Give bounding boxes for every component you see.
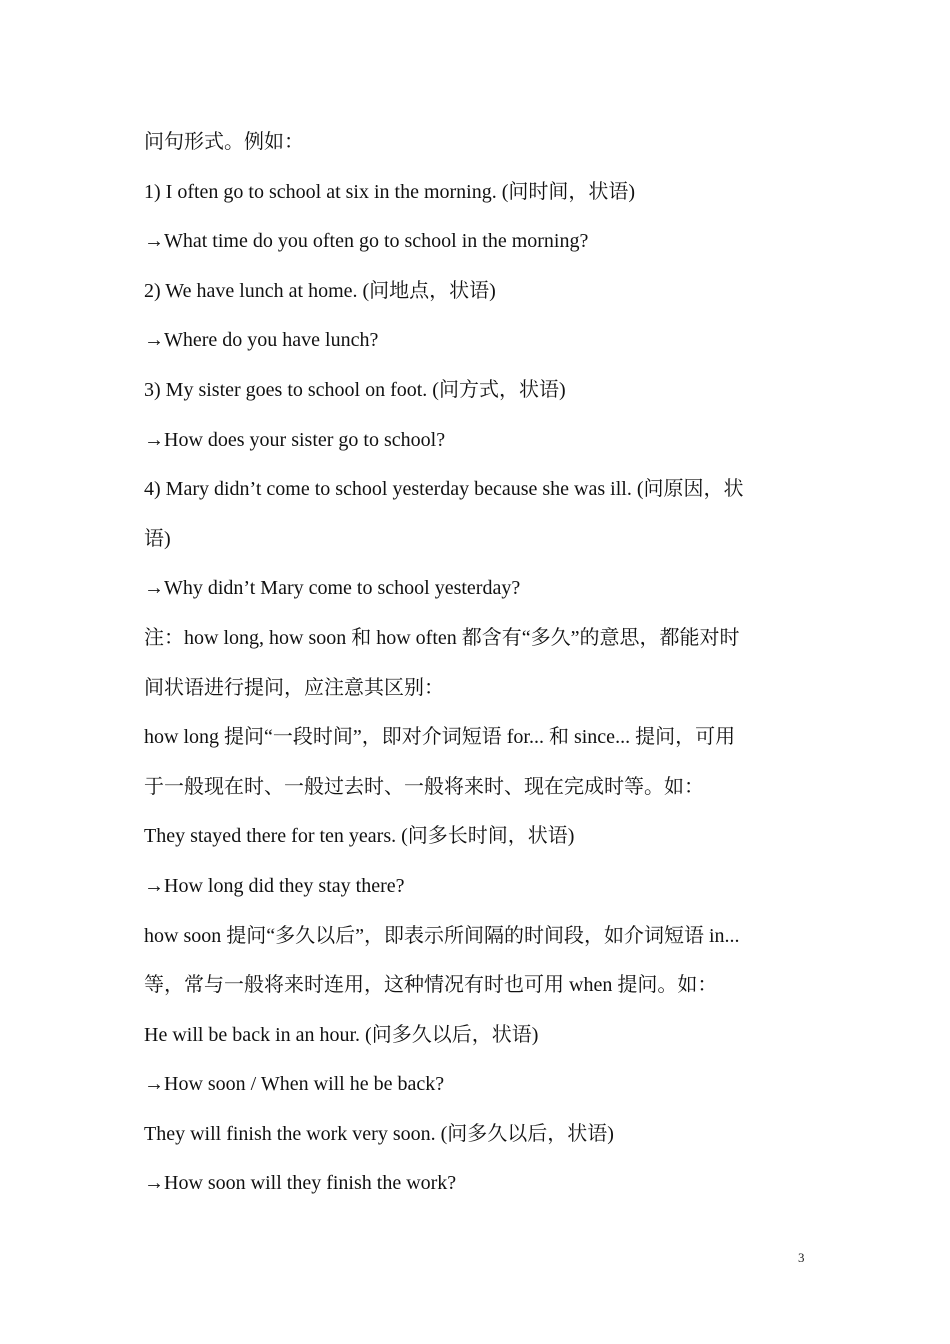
text-line: He will be back in an hour. (问多久以后，状语) — [144, 1023, 539, 1046]
text-line: They stayed there for ten years. (问多长时间，状语) — [144, 825, 575, 848]
page-number: 3 — [798, 1250, 805, 1265]
text-line: →How soon / When will he be back? — [144, 1073, 445, 1096]
text-line: They will finish the work very soon. (问多久以后，状语) — [144, 1122, 614, 1145]
text-line: →Why didn’t Mary come to school yesterday? — [144, 577, 521, 600]
text-line: 语) — [144, 527, 171, 550]
text-line: →What time do you often go to school in the morning? — [144, 230, 589, 253]
text-line: 等，常与一般将来时连用，这种情况有时也可用 when 提问。如： — [144, 974, 718, 997]
text-line: →How does your sister go to school? — [144, 428, 446, 451]
page-body — [144, 118, 814, 1209]
text-line: 问句形式。例如： — [144, 131, 304, 153]
text-line: 间状语进行提问，应注意其区别： — [144, 676, 444, 699]
text-line: 注：how long, how soon 和 how often 都含有“多久”的意思，都能对时 — [144, 626, 740, 649]
text-line: how long 提问“一段时间”，即对介词短语 for... 和 since... 提问，可用 — [144, 726, 736, 749]
text-line: 于一般现在时、一般过去时、一般将来时、现在完成时等。如： — [144, 775, 704, 798]
text-line: how soon 提问“多久以后”，即表示所间隔的时间段，如介词短语 in... — [144, 924, 740, 947]
text-line: →How soon will they finish the work? — [144, 1172, 457, 1195]
text-line: →How long did they stay there? — [144, 874, 405, 897]
text-line: 4) Mary didn’t come to school yesterday because she was ill. (问原因，状 — [144, 478, 744, 501]
text-line: 3) My sister goes to school on foot. (问方式，状语) — [144, 378, 566, 401]
text-line: →Where do you have lunch? — [144, 329, 379, 352]
text-line: 2) We have lunch at home. (问地点，状语) — [144, 279, 496, 302]
text-line: 1) I often go to school at six in the morning. (问时间，状语) — [144, 180, 636, 203]
